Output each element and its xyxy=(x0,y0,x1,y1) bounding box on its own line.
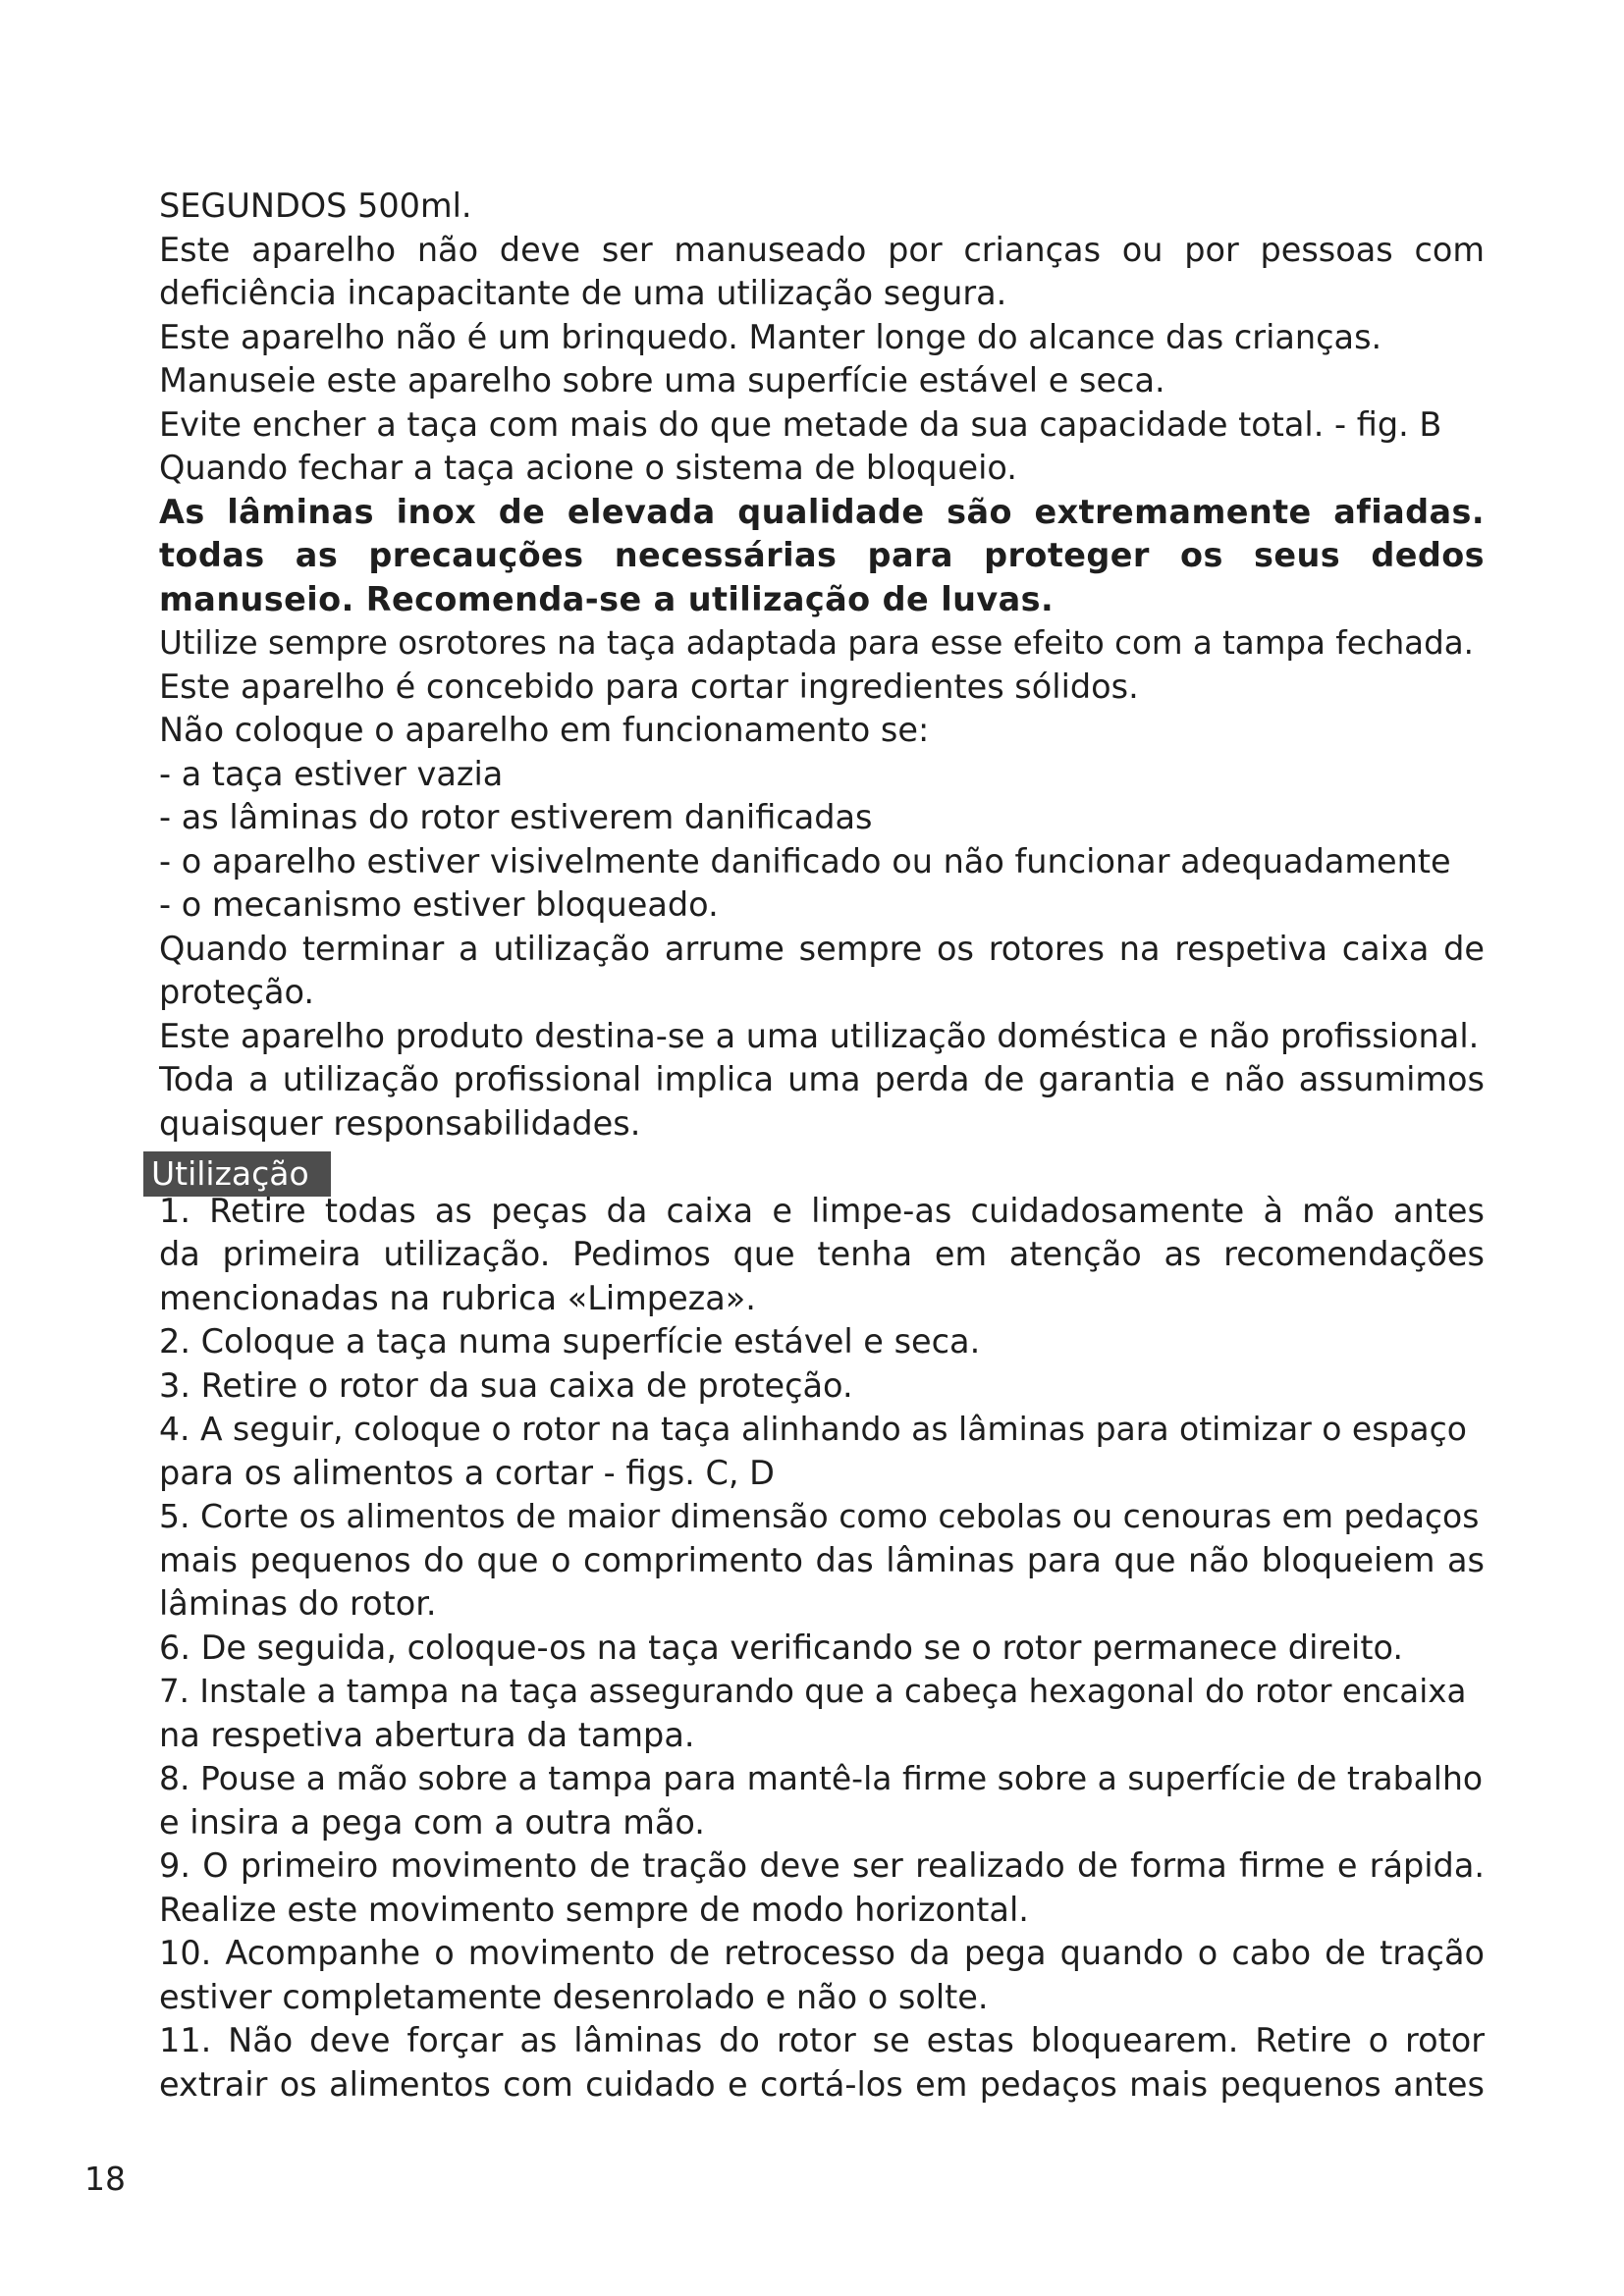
step-line: para os alimentos a cortar - figs. C, D xyxy=(159,1453,775,1492)
text-line: Este aparelho não deve ser manuseado por crianças ou por pessoas com xyxy=(159,230,1485,269)
text-line: - a taça estiver vazia xyxy=(159,754,504,793)
step-line: 10. Acompanhe o movimento de retrocesso da pega quando o cabo de tração xyxy=(159,1934,1485,1972)
step-line: 5. Corte os alimentos de maior dimensão como cebolas ou cenouras em pedaços xyxy=(159,1497,1480,1535)
text-line: Este aparelho não é um brinquedo. Manter longe do alcance das crianças. xyxy=(159,317,1382,356)
section-heading-row xyxy=(151,1146,1485,1193)
usage-steps xyxy=(159,1190,1485,2108)
text-line: SEGUNDOS 500ml. xyxy=(159,187,472,225)
step-line: 4. A seguir, coloque o rotor na taça alinhando as lâminas para otimizar o espaço xyxy=(159,1410,1467,1448)
step-line: 2. Coloque a taça numa superfície estável e seca. xyxy=(159,1322,981,1361)
step-line: extrair os alimentos com cuidado e cortá-los em pedaços mais pequenos antes xyxy=(159,2064,1485,2104)
warning-line: todas as precauções necessárias para proteger os seus dedos xyxy=(159,536,1485,574)
step-line: lâminas do rotor. xyxy=(159,1584,437,1623)
step-line: mencionadas na rubrica «Limpeza». xyxy=(159,1278,756,1317)
text-line: Quando fechar a taça acione o sistema de bloqueio. xyxy=(159,449,1017,487)
text-line: Toda a utilização profissional implica uma perda de garantia e não assumimos xyxy=(159,1060,1485,1098)
safety-paragraphs xyxy=(159,185,1485,491)
text-line: Este aparelho produto destina-se a uma utilização doméstica e não profissional. xyxy=(159,1016,1480,1055)
step-line: 11. Não deve forçar as lâminas do rotor se estas bloquearem. Retire o rotor xyxy=(159,2021,1485,2059)
text-line: - o aparelho estiver visivelmente danificado ou não funcionar adequadamente xyxy=(159,841,1451,881)
step-line: 8. Pouse a mão sobre a tampa para mantê-la firme sobre a superfície de trabalho xyxy=(159,1759,1484,1797)
section-heading: Utilização xyxy=(143,1151,331,1197)
text-line: Quando terminar a utilização arrume sempre os rotores na respetiva caixa de xyxy=(159,929,1485,968)
blade-warning xyxy=(159,491,1485,622)
page-body xyxy=(151,185,1485,2107)
step-line: e insira a pega com a outra mão. xyxy=(159,1802,705,1842)
step-line: da primeira utilização. Pedimos que tenha em atenção as recomendações xyxy=(159,1235,1485,1273)
step-line: 1. Retire todas as peças da caixa e limpe-as cuidadosamente à mão antes xyxy=(159,1191,1485,1230)
text-line: Este aparelho é concebido para cortar ingredientes sólidos. xyxy=(159,667,1139,706)
text-line: Utilize sempre osrotores na taça adaptada para esse efeito com a tampa fechada. xyxy=(159,624,1474,662)
step-line: 7. Instale a tampa na taça assegurando que a cabeça hexagonal do rotor encaixa xyxy=(159,1673,1467,1710)
page-number: 18 xyxy=(84,2160,126,2198)
step-line: estiver completamente desenrolado e não o solte. xyxy=(159,1977,989,2016)
text-line: - as lâminas do rotor estiverem danificadas xyxy=(159,798,873,836)
step-line: 6. De seguida, coloque-os na taça verificando se o rotor permanece direito. xyxy=(159,1628,1404,1667)
text-line: Manuseie este aparelho sobre uma superfície estável e seca. xyxy=(159,361,1165,400)
text-line: Não coloque o aparelho em funcionamento se: xyxy=(159,711,930,749)
usage-conditions xyxy=(159,621,1485,1146)
text-line: deficiência incapacitante de uma utilização segura. xyxy=(159,274,1007,312)
step-line: 3. Retire o rotor da sua caixa de proteção. xyxy=(159,1365,853,1405)
warning-line: manuseio. Recomenda-se a utilização de luvas. xyxy=(159,579,1055,618)
text-line: quaisquer responsabilidades. xyxy=(159,1103,641,1143)
warning-line: As lâminas inox de elevada qualidade são extremamente afiadas. xyxy=(159,492,1485,531)
step-line: Realize este movimento sempre de modo horizontal. xyxy=(159,1890,1029,1929)
step-line: mais pequenos do que o comprimento das lâminas para que não bloqueiem as xyxy=(159,1540,1485,1579)
step-line: 9. O primeiro movimento de tração deve ser realizado de forma firme e rápida. xyxy=(159,1846,1485,1885)
text-line: - o mecanismo estiver bloqueado. xyxy=(159,885,719,924)
text-line: proteção. xyxy=(159,973,315,1011)
step-line: na respetiva abertura da tampa. xyxy=(159,1715,695,1754)
text-line: Evite encher a taça com mais do que metade da sua capacidade total. - fig. B xyxy=(159,404,1442,444)
